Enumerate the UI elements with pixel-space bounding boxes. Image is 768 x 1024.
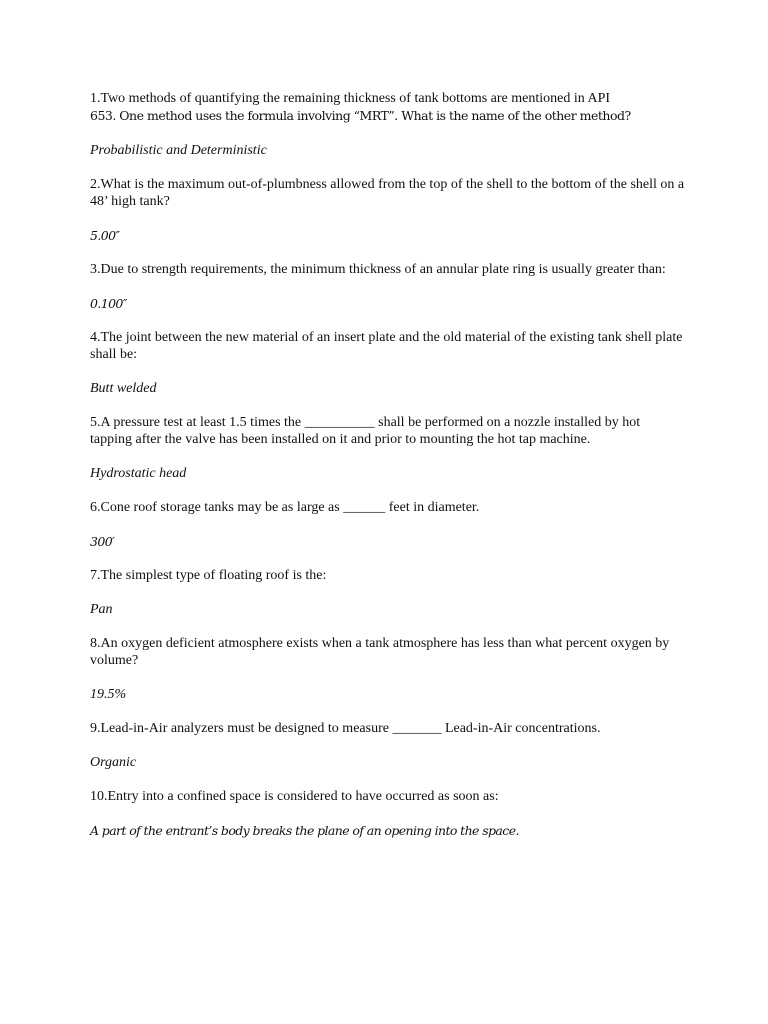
qa-item-8 <box>90 635 685 703</box>
question-1 <box>90 90 685 125</box>
qa-item-7 <box>90 567 685 618</box>
qa-item-5 <box>90 414 685 482</box>
qa-item-10 <box>90 788 685 839</box>
answer-10: A part of the entrant’s body breaks the plane of an opening into the space. <box>90 823 519 838</box>
question-3: 3.Due to strength requirements, the minimum thickness of an annular plate ring is usually greater than: <box>90 262 666 277</box>
question-5: 5.A pressure test at least 1.5 times the __________ shall be performed on a nozzle installed by hot tapping after the valve has been installed on it and prior to mounting the hot tap machine. <box>90 415 641 447</box>
answer-7: Pan <box>90 602 113 617</box>
qa-item-4 <box>90 329 685 397</box>
question-2: 2.What is the maximum out-of-plumbness allowed from the top of the shell to the bottom of the shell on a 48’ high tank? <box>90 177 685 209</box>
answer-6: 300′ <box>90 534 115 549</box>
qa-item-6 <box>90 499 685 550</box>
question-9: 9.Lead-in-Air analyzers must be designed to measure _______ Lead-in-Air concentrations. <box>90 721 601 736</box>
question-1-line-2: 653. One method uses the formula involving “MRT”. What is the name of the other method? <box>90 108 631 123</box>
qa-item-1 <box>90 90 685 159</box>
question-4: 4.The joint between the new material of an insert plate and the old material of the existing tank shell plate shall be: <box>90 330 683 362</box>
question-1-line-1: 1.Two methods of quantifying the remaining thickness of tank bottoms are mentioned in API <box>90 91 611 106</box>
question-8: 8.An oxygen deficient atmosphere exists when a tank atmosphere has less than what percent oxygen by volume? <box>90 636 670 668</box>
answer-5: Hydrostatic head <box>90 466 187 481</box>
answer-4: Butt welded <box>90 381 157 396</box>
answer-1: Probabilistic and Deterministic <box>90 143 267 158</box>
answer-2: 5.00″ <box>90 228 120 243</box>
answer-3: 0.100″ <box>90 296 127 311</box>
question-6: 6.Cone roof storage tanks may be as large as ______ feet in diameter. <box>90 500 480 515</box>
question-10: 10.Entry into a confined space is considered to have occurred as soon as: <box>90 789 499 804</box>
answer-8: 19.5% <box>90 687 127 702</box>
question-7: 7.The simplest type of floating roof is the: <box>90 568 327 583</box>
qa-item-3 <box>90 261 685 312</box>
qa-item-2 <box>90 176 685 244</box>
qa-item-9 <box>90 720 685 771</box>
answer-9: Organic <box>90 755 137 770</box>
qa-list <box>90 90 685 856</box>
